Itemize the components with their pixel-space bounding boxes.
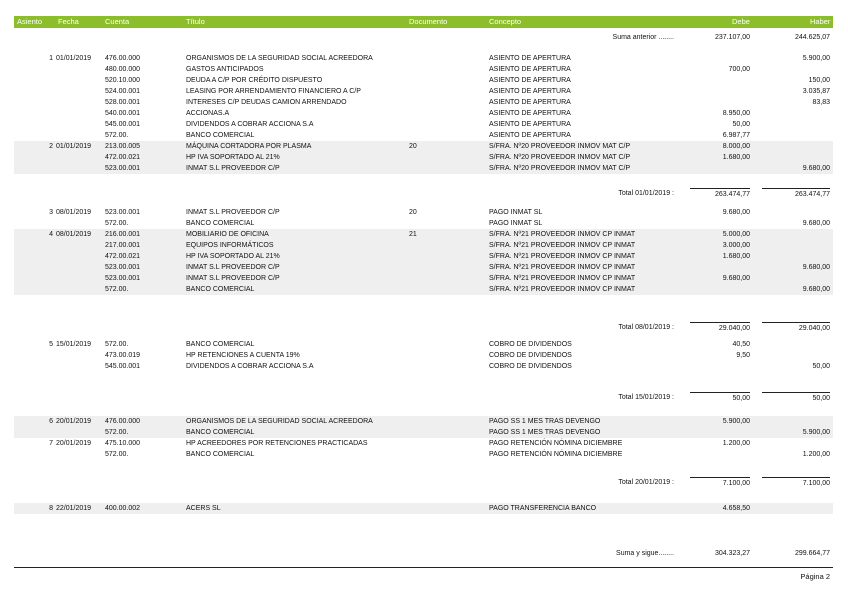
- account-title: HP IVA SOPORTADO AL 21%: [186, 154, 280, 161]
- concept: PAGO INMAT SL: [489, 220, 543, 227]
- account-title: EQUIPOS INFORMÁTICOS: [186, 242, 274, 249]
- credit-amount: 5.900,00: [802, 429, 830, 436]
- table-row: [14, 449, 833, 460]
- debit-amount: 6.987,77: [722, 132, 750, 139]
- debit-amount: 5.900,00: [722, 418, 750, 425]
- table-row: [14, 152, 833, 163]
- account-code: 572.00.: [105, 451, 129, 458]
- concept: PAGO INMAT SL: [489, 209, 543, 216]
- header-titulo: Título: [186, 17, 205, 26]
- header-concepto: Concepto: [489, 17, 522, 26]
- debit-amount: 1.680,00: [722, 253, 750, 260]
- account-title: DEUDA A C/P POR CRÉDITO DISPUESTO: [186, 77, 323, 84]
- table-row: [14, 229, 833, 240]
- account-code: 216.00.001: [105, 231, 141, 238]
- concept: PAGO SS 1 MES TRAS DEVENGO: [489, 418, 601, 425]
- concept: PAGO RETENCIÓN NÓMINA DICIEMBRE: [489, 440, 623, 447]
- total-haber: 29.040,00: [762, 322, 830, 334]
- account-code: 472.00.021: [105, 253, 141, 260]
- concept: COBRO DE DIVIDENDOS: [489, 363, 572, 370]
- account-code: 476.00.000: [105, 418, 141, 425]
- table-row: [14, 86, 833, 97]
- total-debe: 29.040,00: [690, 322, 750, 334]
- total-row: [14, 322, 833, 333]
- table-row: [14, 427, 833, 438]
- concept: ASIENTO DE APERTURA: [489, 55, 571, 62]
- account-title: HP ACREEDORES POR RETENCIONES PRACTICADAS: [186, 440, 368, 447]
- account-title: BANCO COMERCIAL: [186, 429, 255, 436]
- account-code: 476.00.000: [105, 55, 141, 62]
- suma-sigue-debe: 304.323,27: [714, 550, 750, 557]
- suma-anterior-haber: 244.625,07: [794, 34, 830, 41]
- page-number: Página 2: [800, 572, 830, 581]
- concept: ASIENTO DE APERTURA: [489, 121, 571, 128]
- account-title: ACERS SL: [186, 505, 221, 512]
- concept: S/FRA. Nº20 PROVEEDOR INMOV MAT C/P: [489, 165, 631, 172]
- suma-sigue-row: [14, 548, 833, 559]
- debit-amount: 40,50: [732, 341, 750, 348]
- header-fecha: Fecha: [58, 17, 79, 26]
- entry-number: 6: [49, 418, 53, 425]
- concept: PAGO RETENCIÓN NÓMINA DICIEMBRE: [489, 451, 623, 458]
- account-code: 523.00.001: [105, 209, 141, 216]
- table-row: [14, 130, 833, 141]
- table-row: [14, 75, 833, 86]
- concept: S/FRA. Nº21 PROVEEDOR INMOV CP INMAT: [489, 275, 636, 282]
- concept: ASIENTO DE APERTURA: [489, 110, 571, 117]
- entry-date: 08/01/2019: [56, 209, 92, 216]
- account-code: 213.00.005: [105, 143, 141, 150]
- account-title: ACCIONAS.A: [186, 110, 230, 117]
- account-code: 473.00.019: [105, 352, 141, 359]
- table-row: [14, 218, 833, 229]
- account-code: 572.00.: [105, 429, 129, 436]
- table-row: [14, 207, 833, 218]
- total-label: Total 08/01/2019 :: [618, 324, 674, 331]
- entry-number: 3: [49, 209, 53, 216]
- credit-amount: 1.200,00: [802, 451, 830, 458]
- debit-amount: 1.200,00: [722, 440, 750, 447]
- entry-date: 22/01/2019: [56, 505, 92, 512]
- entry-number: 8: [49, 505, 53, 512]
- account-title: INMAT S.L PROVEEDOR C/P: [186, 165, 280, 172]
- account-title: DIVIDENDOS A COBRAR ACCIONA S.A: [186, 121, 314, 128]
- suma-anterior-row: [14, 32, 833, 43]
- table-row: [14, 284, 833, 295]
- concept: S/FRA. Nº20 PROVEEDOR INMOV MAT C/P: [489, 154, 631, 161]
- account-code: 523.00.001: [105, 264, 141, 271]
- table-row: [14, 64, 833, 75]
- debit-amount: 3.000,00: [722, 242, 750, 249]
- account-code: 540.00.001: [105, 110, 141, 117]
- account-code: 545.00.001: [105, 121, 141, 128]
- table-row: [14, 262, 833, 273]
- account-title: BANCO COMERCIAL: [186, 132, 255, 139]
- total-label: Total 20/01/2019 :: [618, 479, 674, 486]
- account-code: 523.00.001: [105, 275, 141, 282]
- table-row: [14, 503, 833, 514]
- entry-date: 01/01/2019: [56, 143, 92, 150]
- credit-amount: 9.680,00: [802, 165, 830, 172]
- table-row: [14, 339, 833, 350]
- account-title: MÁQUINA CORTADORA POR PLASMA: [186, 143, 312, 150]
- account-code: 545.00.001: [105, 363, 141, 370]
- account-title: INTERESES C/P DEUDAS CAMION ARRENDADO: [186, 99, 347, 106]
- credit-amount: 9.680,00: [802, 286, 830, 293]
- table-row: [14, 438, 833, 449]
- concept: S/FRA. Nº21 PROVEEDOR INMOV CP INMAT: [489, 231, 636, 238]
- total-haber: 7.100,00: [762, 477, 830, 489]
- total-label: Total 01/01/2019 :: [618, 190, 674, 197]
- credit-amount: 50,00: [812, 363, 830, 370]
- concept: COBRO DE DIVIDENDOS: [489, 352, 572, 359]
- page-bottom-rule: [14, 567, 833, 568]
- account-title: DIVIDENDOS A COBRAR ACCIONA S.A: [186, 363, 314, 370]
- account-code: 524.00.001: [105, 88, 141, 95]
- concept: ASIENTO DE APERTURA: [489, 66, 571, 73]
- total-debe: 7.100,00: [690, 477, 750, 489]
- account-title: HP RETENCIONES A CUENTA 19%: [186, 352, 300, 359]
- concept: S/FRA. Nº21 PROVEEDOR INMOV CP INMAT: [489, 253, 636, 260]
- concept: ASIENTO DE APERTURA: [489, 77, 571, 84]
- concept: PAGO TRANSFERENCIA BANCO: [489, 505, 597, 512]
- entry-date: 20/01/2019: [56, 418, 92, 425]
- table-row: [14, 108, 833, 119]
- account-code: 472.00.021: [105, 154, 141, 161]
- header-cuenta: Cuenta: [105, 17, 130, 26]
- concept: PAGO SS 1 MES TRAS DEVENGO: [489, 429, 601, 436]
- account-title: BANCO COMERCIAL: [186, 286, 255, 293]
- debit-amount: 5.000,00: [722, 231, 750, 238]
- suma-anterior-debe: 237.107,00: [714, 34, 750, 41]
- entry-date: 15/01/2019: [56, 341, 92, 348]
- table-row: [14, 240, 833, 251]
- account-title: BANCO COMERCIAL: [186, 341, 255, 348]
- header-haber: Haber: [810, 17, 831, 26]
- account-title: BANCO COMERCIAL: [186, 451, 255, 458]
- debit-amount: 50,00: [732, 121, 750, 128]
- concept: ASIENTO DE APERTURA: [489, 99, 571, 106]
- table-row: [14, 53, 833, 64]
- credit-amount: 83,83: [812, 99, 830, 106]
- entry-number: 7: [49, 440, 53, 447]
- table-row: [14, 273, 833, 284]
- concept: S/FRA. Nº21 PROVEEDOR INMOV CP INMAT: [489, 264, 636, 271]
- entry-date: 08/01/2019: [56, 231, 92, 238]
- entry-number: 4: [49, 231, 53, 238]
- table-row: [14, 361, 833, 372]
- total-row: [14, 477, 833, 488]
- debit-amount: 9,50: [736, 352, 750, 359]
- credit-amount: 3.035,87: [802, 88, 830, 95]
- debit-amount: 9.680,00: [722, 209, 750, 216]
- account-title: LEASING POR ARRENDAMIENTO FINANCIERO A C/P: [186, 88, 361, 95]
- table-row: [14, 119, 833, 130]
- total-haber: 263.474,77: [762, 188, 830, 200]
- debit-amount: 8.000,00: [722, 143, 750, 150]
- concept: COBRO DE DIVIDENDOS: [489, 341, 572, 348]
- account-code: 475.10.000: [105, 440, 141, 447]
- debit-amount: 9.680,00: [722, 275, 750, 282]
- debit-amount: 700,00: [728, 66, 750, 73]
- suma-sigue-haber: 299.664,77: [794, 550, 830, 557]
- total-row: [14, 188, 833, 199]
- account-code: 217.00.001: [105, 242, 141, 249]
- table-row: [14, 97, 833, 108]
- table-header: [14, 16, 833, 28]
- table-row: [14, 141, 833, 152]
- document-number: 20: [409, 143, 417, 150]
- concept: S/FRA. Nº21 PROVEEDOR INMOV CP INMAT: [489, 286, 636, 293]
- account-code: 520.10.000: [105, 77, 141, 84]
- account-title: ORGANISMOS DE LA SEGURIDAD SOCIAL ACREEDORA: [186, 418, 373, 425]
- concept: S/FRA. Nº20 PROVEEDOR INMOV MAT C/P: [489, 143, 631, 150]
- concept: S/FRA. Nº21 PROVEEDOR INMOV CP INMAT: [489, 242, 636, 249]
- total-row: [14, 392, 833, 403]
- account-code: 400.00.002: [105, 505, 141, 512]
- header-asiento: Asiento: [17, 17, 43, 26]
- document-number: 20: [409, 209, 417, 216]
- account-code: 528.00.001: [105, 99, 141, 106]
- account-code: 480.00.000: [105, 66, 141, 73]
- entry-number: 1: [49, 55, 53, 62]
- table-row: [14, 163, 833, 174]
- account-title: MOBILIARIO DE OFICINA: [186, 231, 269, 238]
- account-title: ORGANISMOS DE LA SEGURIDAD SOCIAL ACREEDORA: [186, 55, 373, 62]
- entry-number: 5: [49, 341, 53, 348]
- document-number: 21: [409, 231, 417, 238]
- account-title: HP IVA SOPORTADO AL 21%: [186, 253, 280, 260]
- account-title: GASTOS ANTICIPADOS: [186, 66, 264, 73]
- total-haber: 50,00: [762, 392, 830, 404]
- table-row: [14, 350, 833, 361]
- debit-amount: 8.950,00: [722, 110, 750, 117]
- suma-sigue-label: Suma y sigue........: [616, 550, 674, 557]
- entry-date: 01/01/2019: [56, 55, 92, 62]
- account-title: BANCO COMERCIAL: [186, 220, 255, 227]
- total-debe: 50,00: [690, 392, 750, 404]
- entry-date: 20/01/2019: [56, 440, 92, 447]
- header-documento: Documento: [409, 17, 448, 26]
- table-row: [14, 416, 833, 427]
- total-label: Total 15/01/2019 :: [618, 394, 674, 401]
- account-code: 572.00.: [105, 286, 129, 293]
- table-row: [14, 251, 833, 262]
- credit-amount: 9.680,00: [802, 264, 830, 271]
- credit-amount: 9.680,00: [802, 220, 830, 227]
- entry-number: 2: [49, 143, 53, 150]
- suma-anterior-label: Suma anterior ........: [612, 34, 674, 41]
- account-title: INMAT S.L PROVEEDOR C/P: [186, 275, 280, 282]
- concept: ASIENTO DE APERTURA: [489, 88, 571, 95]
- total-debe: 263.474,77: [690, 188, 750, 200]
- account-code: 523.00.001: [105, 165, 141, 172]
- credit-amount: 150,00: [808, 77, 830, 84]
- debit-amount: 1.680,00: [722, 154, 750, 161]
- account-title: INMAT S.L PROVEEDOR C/P: [186, 209, 280, 216]
- credit-amount: 5.900,00: [802, 55, 830, 62]
- concept: ASIENTO DE APERTURA: [489, 132, 571, 139]
- header-debe: Debe: [732, 17, 750, 26]
- account-code: 572.00.: [105, 220, 129, 227]
- account-code: 572.00.: [105, 132, 129, 139]
- account-title: INMAT S.L PROVEEDOR C/P: [186, 264, 280, 271]
- debit-amount: 4.658,50: [722, 505, 750, 512]
- account-code: 572.00.: [105, 341, 129, 348]
